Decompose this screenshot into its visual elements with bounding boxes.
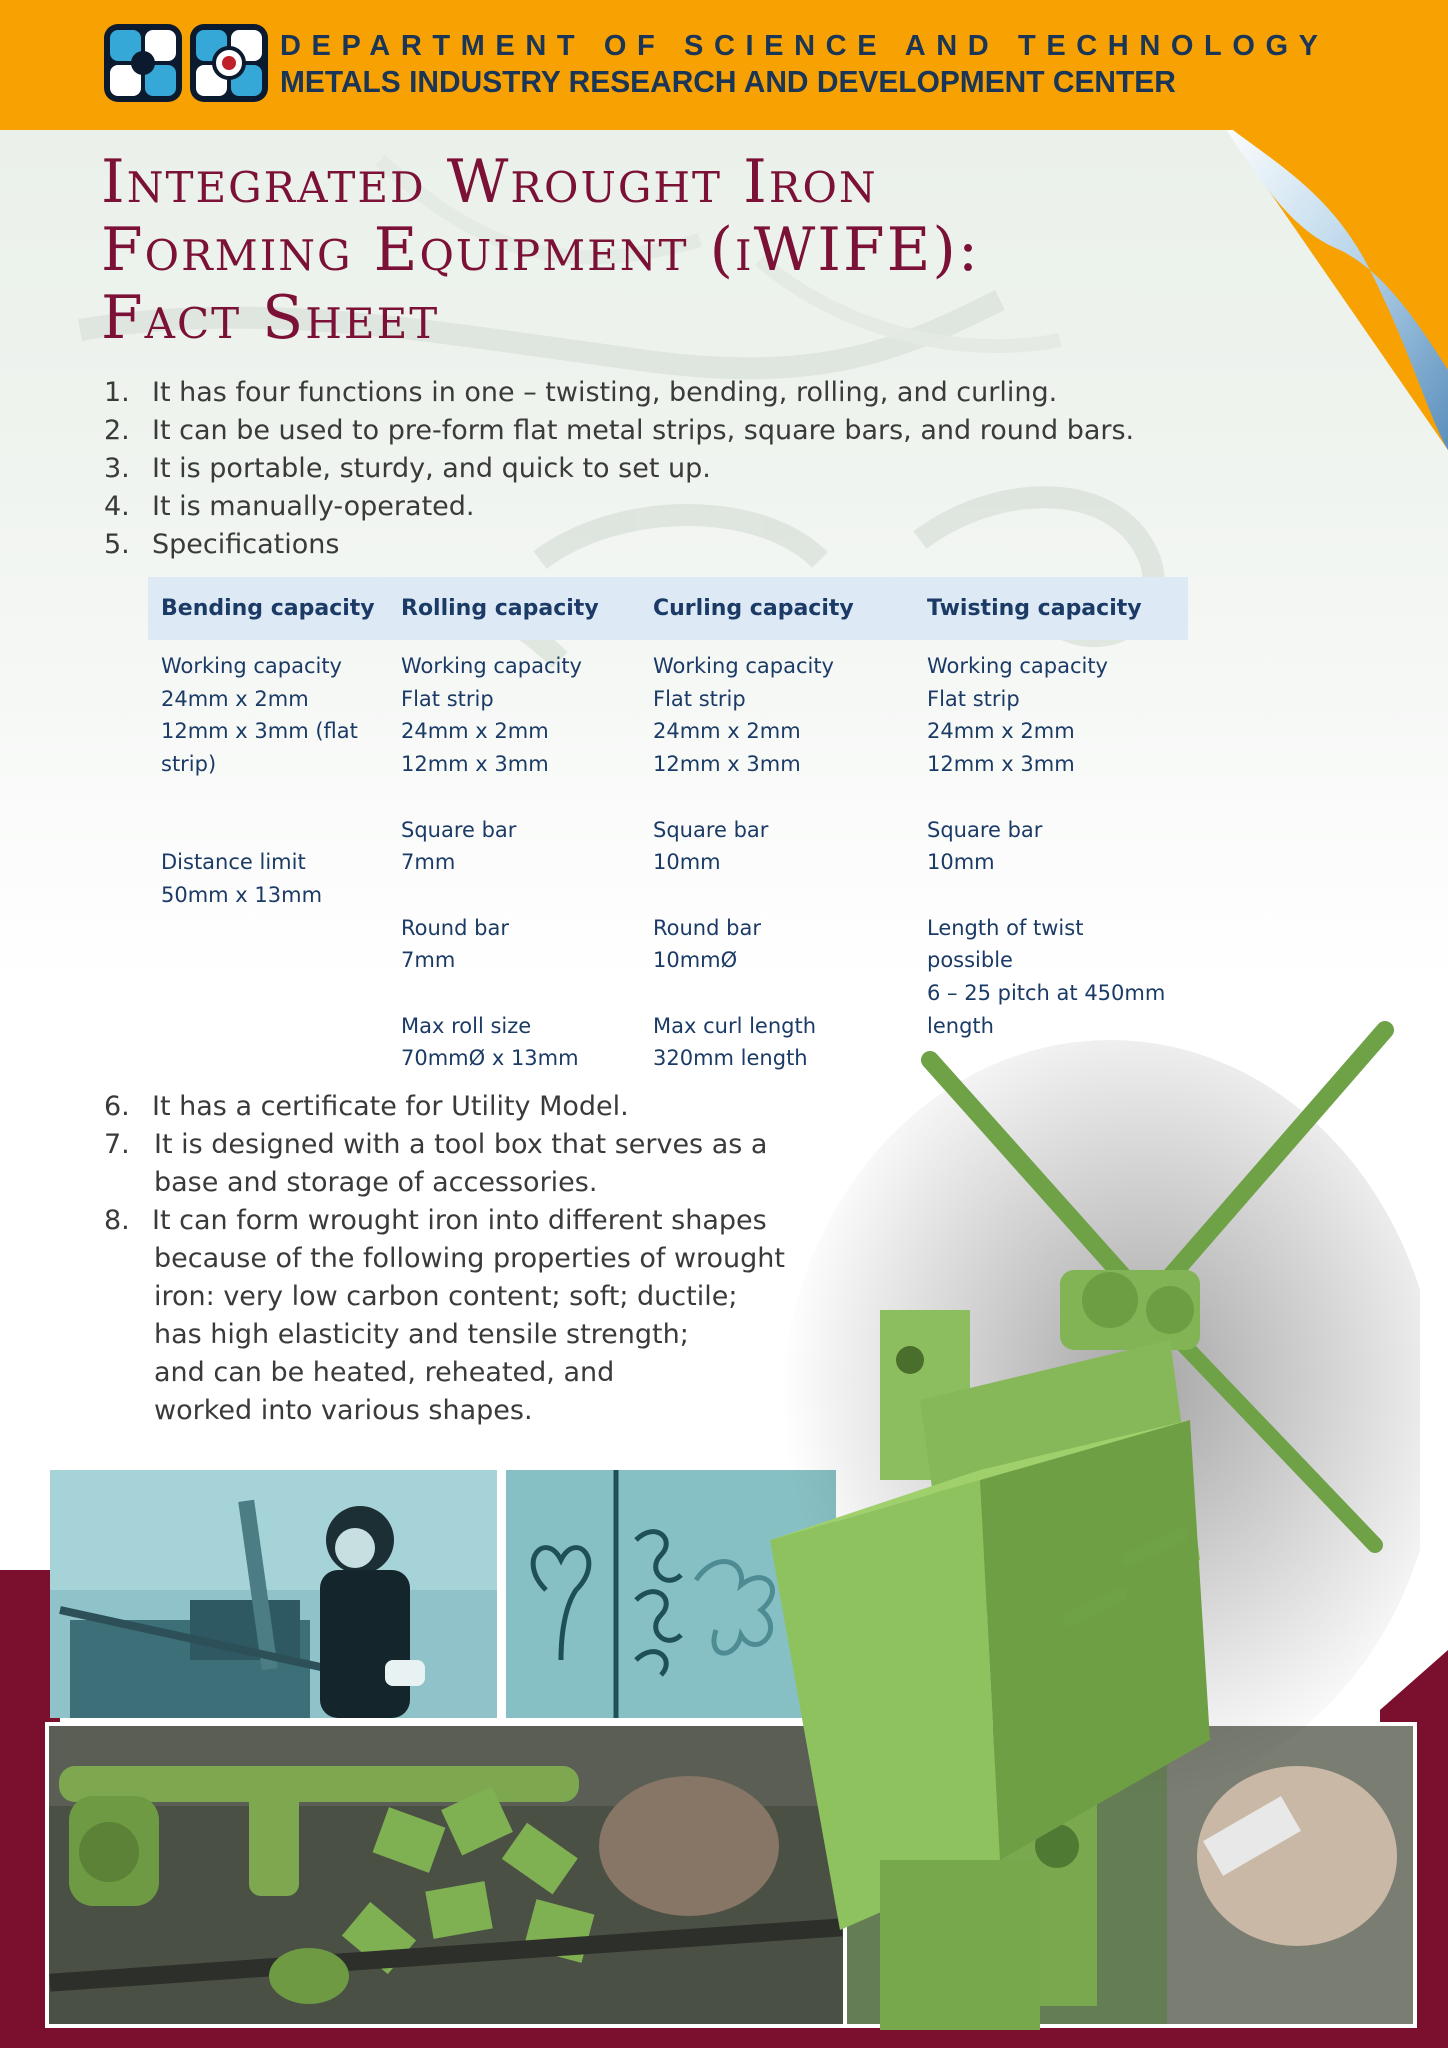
- spec-value: Max curl length: [653, 1013, 817, 1038]
- center-name: METALS INDUSTRY RESEARCH AND DEVELOPMENT CENTER: [280, 64, 1176, 99]
- page-curl-corner: [1180, 120, 1448, 500]
- spec-value: 7mm: [401, 948, 456, 973]
- title-line-2: Forming Equipment (iWIFE):: [101, 215, 981, 285]
- fact-number: 5.: [104, 529, 130, 560]
- fact-number: 3.: [104, 453, 130, 484]
- spec-value: possible: [927, 948, 1013, 973]
- fact-text: It can form wrought iron into different shapes: [152, 1205, 767, 1236]
- title-line-1: Integrated Wrought Iron: [101, 147, 878, 217]
- fact-number: 1.: [104, 377, 130, 408]
- facts-list-continued: [104, 1088, 785, 1430]
- fact-text: worked into various shapes.: [154, 1395, 533, 1426]
- fact-number: 8.: [104, 1205, 130, 1236]
- fact-item: [104, 1088, 785, 1126]
- fact-number: 2.: [104, 415, 130, 446]
- accessories-photo-image: [49, 1726, 843, 2024]
- page-title: [101, 148, 1201, 352]
- spec-value: Length of twist: [927, 915, 1084, 940]
- spec-value: Working capacity: [401, 654, 582, 678]
- fact-item: [104, 1126, 785, 1202]
- spec-value: Working capacity: [927, 654, 1108, 678]
- fact-item: [104, 526, 1134, 564]
- spec-spacer: [927, 879, 1188, 912]
- spec-value: Flat strip: [653, 686, 746, 711]
- department-name: DEPARTMENT OF SCIENCE AND TECHNOLOGY: [280, 30, 1329, 62]
- spec-spacer: [161, 781, 388, 814]
- spec-value: 320mm length: [653, 1046, 808, 1071]
- title-line-3: Fact Sheet: [101, 283, 440, 353]
- spec-value: Square bar: [927, 817, 1043, 842]
- spec-spacer: [653, 879, 914, 912]
- rolling-capacity-cell: [388, 640, 640, 1075]
- fact-text: base and storage of accessories.: [154, 1167, 598, 1198]
- spec-value: 10mm: [927, 850, 995, 875]
- header-bending: Bending capacity: [148, 577, 388, 640]
- spec-value: Round bar: [653, 915, 761, 940]
- bending-capacity-cell: [148, 640, 388, 1075]
- spec-value: Square bar: [401, 817, 517, 842]
- fact-text: It is manually-operated.: [152, 491, 475, 522]
- spec-value: 10mmØ: [653, 948, 738, 973]
- spec-value: Round bar: [401, 915, 509, 940]
- spec-value: 70mmØ x 13mm: [401, 1046, 579, 1071]
- spec-value: 50mm x 13mm: [161, 882, 323, 907]
- spec-spacer: [401, 977, 640, 1010]
- spec-value: 7mm: [401, 850, 456, 875]
- fact-item: [104, 488, 1134, 526]
- iwife-machine-image: [730, 1000, 1420, 2030]
- fact-text: It has four functions in one – twisting, bending, rolling, and curling.: [152, 377, 1058, 408]
- facts-list: [104, 374, 1134, 564]
- spec-value: Square bar: [653, 817, 769, 842]
- spec-spacer: [401, 781, 640, 814]
- spec-value: 24mm x 2mm: [401, 719, 549, 744]
- spec-spacer: [653, 781, 914, 814]
- fact-text: It is designed with a tool box that serves as a: [154, 1129, 768, 1160]
- spec-value: 24mm x 2mm: [927, 719, 1075, 744]
- fact-item: [104, 1202, 785, 1430]
- spec-spacer: [927, 781, 1188, 814]
- spec-value: length: [927, 1013, 994, 1038]
- fact-text: and can be heated, reheated, and: [154, 1357, 615, 1388]
- spec-value: Flat strip: [927, 686, 1020, 711]
- fact-text: Specifications: [152, 529, 340, 560]
- fact-number: 4.: [104, 491, 130, 522]
- fact-text: It has a certificate for Utility Model.: [152, 1091, 629, 1122]
- photo-operator: [50, 1470, 497, 1718]
- spec-value: 24mm x 2mm: [161, 686, 309, 711]
- photo-accessories: [45, 1722, 847, 2028]
- spec-value: 12mm x 3mm: [653, 752, 801, 777]
- fact-number: 6.: [104, 1091, 130, 1122]
- header-rolling: Rolling capacity: [388, 577, 640, 640]
- operator-photo-image: [50, 1470, 497, 1718]
- spec-value: Distance limit: [161, 850, 306, 875]
- spec-value: Flat strip: [401, 686, 494, 711]
- fact-item: [104, 450, 1134, 488]
- spec-value: 6 – 25 pitch at 450mm: [927, 981, 1166, 1005]
- spec-value: Max roll size: [401, 1013, 532, 1038]
- fact-text: because of the following properties of wrought: [154, 1243, 786, 1274]
- spec-value: 10mm: [653, 850, 721, 875]
- table-header-row: [148, 577, 1188, 640]
- header-curling: Curling capacity: [640, 577, 914, 640]
- spec-spacer: [401, 879, 640, 912]
- fact-text: It can be used to pre-form flat metal strips, square bars, and round bars.: [152, 415, 1135, 446]
- spec-value: 12mm x 3mm: [401, 752, 549, 777]
- header-twisting: Twisting capacity: [914, 577, 1188, 640]
- spec-value: 12mm x 3mm: [927, 752, 1075, 777]
- fact-item: [104, 374, 1134, 412]
- header-bar: [0, 0, 1448, 130]
- dost-mirdc-logo-icon: [104, 24, 268, 102]
- fact-text: iron: very low carbon content; soft; ductile;: [154, 1281, 738, 1312]
- spec-spacer: [161, 814, 388, 847]
- spec-value: Working capacity: [653, 654, 834, 678]
- fact-text: It is portable, sturdy, and quick to set up.: [152, 453, 711, 484]
- spec-value: 24mm x 2mm: [653, 719, 801, 744]
- spec-value: 12mm x 3mm (flat: [161, 719, 358, 744]
- fact-text: has high elasticity and tensile strength;: [154, 1319, 689, 1350]
- spec-value: strip): [161, 752, 217, 777]
- fact-item: [104, 412, 1134, 450]
- fact-number: 7.: [104, 1129, 130, 1160]
- spec-value: Working capacity: [161, 654, 342, 678]
